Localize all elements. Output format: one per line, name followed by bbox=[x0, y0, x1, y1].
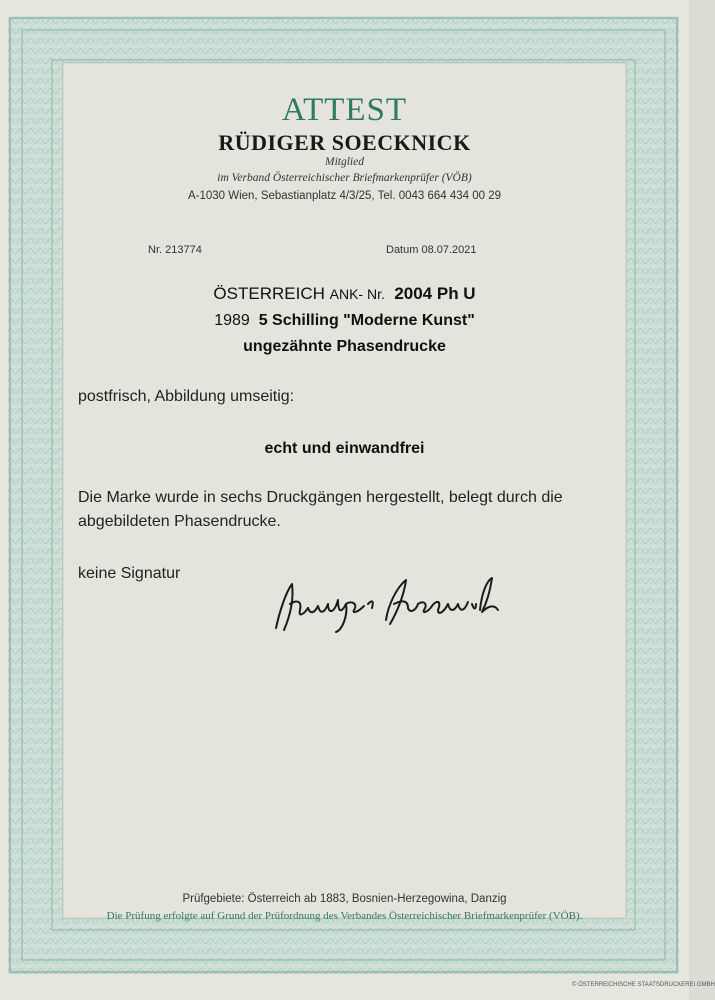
note-line-1: Die Marke wurde in sechs Druckgängen hergestellt, belegt durch die bbox=[78, 489, 563, 506]
item-country: ÖSTERREICH bbox=[213, 284, 325, 303]
association-name: im Verband Österreichischer Briefmarkenprüfer (VÖB) bbox=[217, 172, 472, 184]
item-description-line bbox=[0, 312, 689, 330]
examination-regulation: Die Prüfung erfolgte auf Grund der Prüfordnung des Verbandes Österreichischer Briefmarkenprüfer (VÖB). bbox=[106, 910, 583, 922]
examiner-address: A-1030 Wien, Sebastianplatz 4/3/25, Tel. 0043 664 434 00 29 bbox=[187, 190, 502, 202]
examiner-name: RÜDIGER SOECKNICK bbox=[218, 130, 471, 155]
item-variant: ungezähnte Phasendrucke bbox=[243, 338, 446, 355]
item-ank-number: 2004 Ph U bbox=[394, 284, 476, 303]
certificate-title: ATTEST bbox=[281, 92, 408, 128]
item-ank-label: ANK- Nr. bbox=[329, 286, 385, 302]
examination-areas: Prüfgebiete: Österreich ab 1883, Bosnien-Herzegowina, Danzig bbox=[182, 893, 507, 905]
note-line-2: abgebildeten Phasendrucke. bbox=[78, 513, 281, 530]
certificate-number: Nr. 213774 bbox=[148, 244, 202, 256]
condition-text: postfrisch, Abbildung umseitig: bbox=[78, 388, 295, 405]
item-catalog-line bbox=[0, 284, 689, 304]
membership-label: Mitglied bbox=[325, 156, 364, 168]
item-year: 1989 bbox=[214, 312, 250, 329]
printer-copyright: © ÖSTERREICHISCHE STAATSDRUCKEREI GMBH bbox=[572, 982, 715, 988]
certificate-date: Datum 08.07.2021 bbox=[386, 244, 477, 256]
verdict-text: echt und einwandfrei bbox=[264, 440, 425, 457]
handwritten-signature bbox=[268, 570, 508, 640]
item-description: 5 Schilling "Moderne Kunst" bbox=[258, 312, 475, 329]
signature-note: keine Signatur bbox=[78, 565, 181, 582]
